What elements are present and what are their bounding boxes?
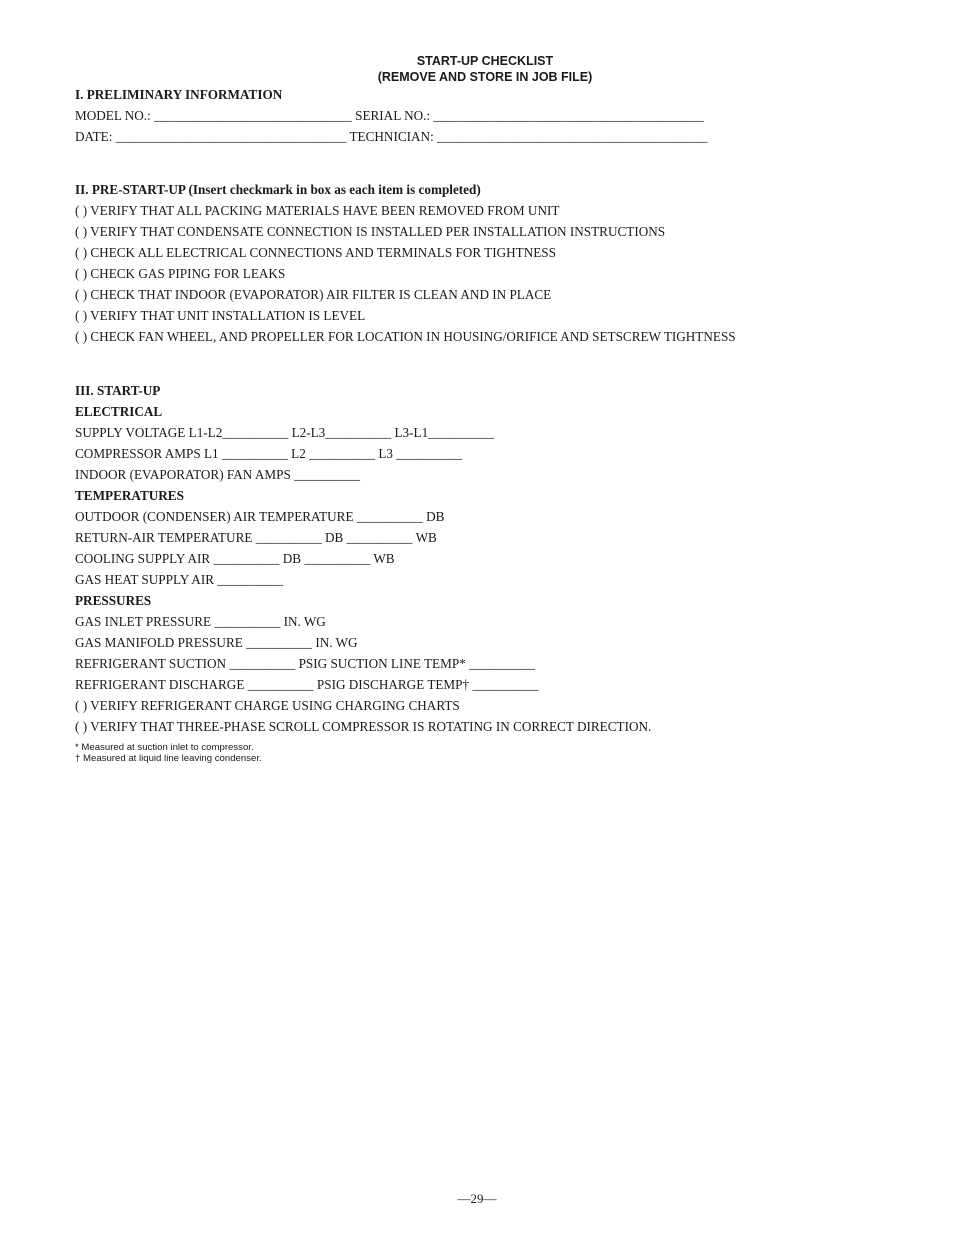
form-line: SUPPLY VOLTAGE L1-L2__________ L2-L3__________ L3-L1__________	[75, 425, 495, 440]
form-line: GAS HEAT SUPPLY AIR __________	[75, 572, 284, 587]
form-line: REFRIGERANT DISCHARGE __________ PSIG DISCHARGE TEMP† __________	[75, 677, 539, 692]
form-line: OUTDOOR (CONDENSER) AIR TEMPERATURE __________ DB	[75, 509, 445, 524]
form-line: COMPRESSOR AMPS L1 __________ L2 __________ L3 __________	[75, 446, 463, 461]
checklist-item: ( ) VERIFY THAT UNIT INSTALLATION IS LEVEL	[75, 308, 366, 323]
section-prestart-heading: II. PRE-START-UP (Insert checkmark in box as each item is completed)	[75, 182, 481, 197]
form-line: REFRIGERANT SUCTION __________ PSIG SUCTION LINE TEMP* __________	[75, 656, 535, 671]
form-line: GAS MANIFOLD PRESSURE __________ IN. WG	[75, 635, 358, 650]
checklist-item: ( ) VERIFY THAT CONDENSATE CONNECTION IS INSTALLED PER INSTALLATION INSTRUCTIONS	[75, 224, 666, 239]
model-serial-line: MODEL NO.: ______________________________ SERIAL NO.: _________________________________________	[75, 108, 704, 123]
form-line: INDOOR (EVAPORATOR) FAN AMPS __________	[75, 467, 361, 482]
checklist-item: ( ) VERIFY THAT ALL PACKING MATERIALS HAVE BEEN REMOVED FROM UNIT	[75, 203, 560, 218]
checklist-item: ( ) CHECK THAT INDOOR (EVAPORATOR) AIR FILTER IS CLEAN AND IN PLACE	[75, 287, 552, 302]
footnote-suction: * Measured at suction inlet to compressor.	[75, 742, 254, 753]
form-line: COOLING SUPPLY AIR __________ DB __________ WB	[75, 551, 395, 566]
page-number: —29—	[457, 1191, 497, 1206]
electrical-heading: ELECTRICAL	[75, 404, 163, 419]
section-preliminary-heading: I. PRELIMINARY INFORMATION	[75, 87, 283, 102]
page-title: START-UP CHECKLIST	[416, 54, 554, 68]
checklist-item: ( ) CHECK FAN WHEEL, AND PROPELLER FOR LOCATION IN HOUSING/ORIFICE AND SETSCREW TIGHTNESS	[75, 329, 736, 344]
checklist-item: ( ) VERIFY REFRIGERANT CHARGE USING CHARGING CHARTS	[75, 698, 460, 713]
pressures-heading: PRESSURES	[75, 593, 152, 608]
section-startup-heading: III. START-UP	[75, 383, 161, 398]
date-technician-line: DATE: ___________________________________ TECHNICIAN: _________________________________________	[75, 129, 708, 144]
temperatures-heading: TEMPERATURES	[75, 488, 184, 503]
form-line: GAS INLET PRESSURE __________ IN. WG	[75, 614, 326, 629]
checklist-item: ( ) CHECK ALL ELECTRICAL CONNECTIONS AND TERMINALS FOR TIGHTNESS	[75, 245, 556, 260]
page-subtitle: (REMOVE AND STORE IN JOB FILE)	[377, 70, 593, 84]
checklist-item: ( ) VERIFY THAT THREE-PHASE SCROLL COMPRESSOR IS ROTATING IN CORRECT DIRECTION.	[75, 719, 652, 734]
checklist-item: ( ) CHECK GAS PIPING FOR LEAKS	[75, 266, 286, 281]
form-line: RETURN-AIR TEMPERATURE __________ DB __________ WB	[75, 530, 437, 545]
footnote-discharge: † Measured at liquid line leaving condenser.	[75, 753, 262, 764]
